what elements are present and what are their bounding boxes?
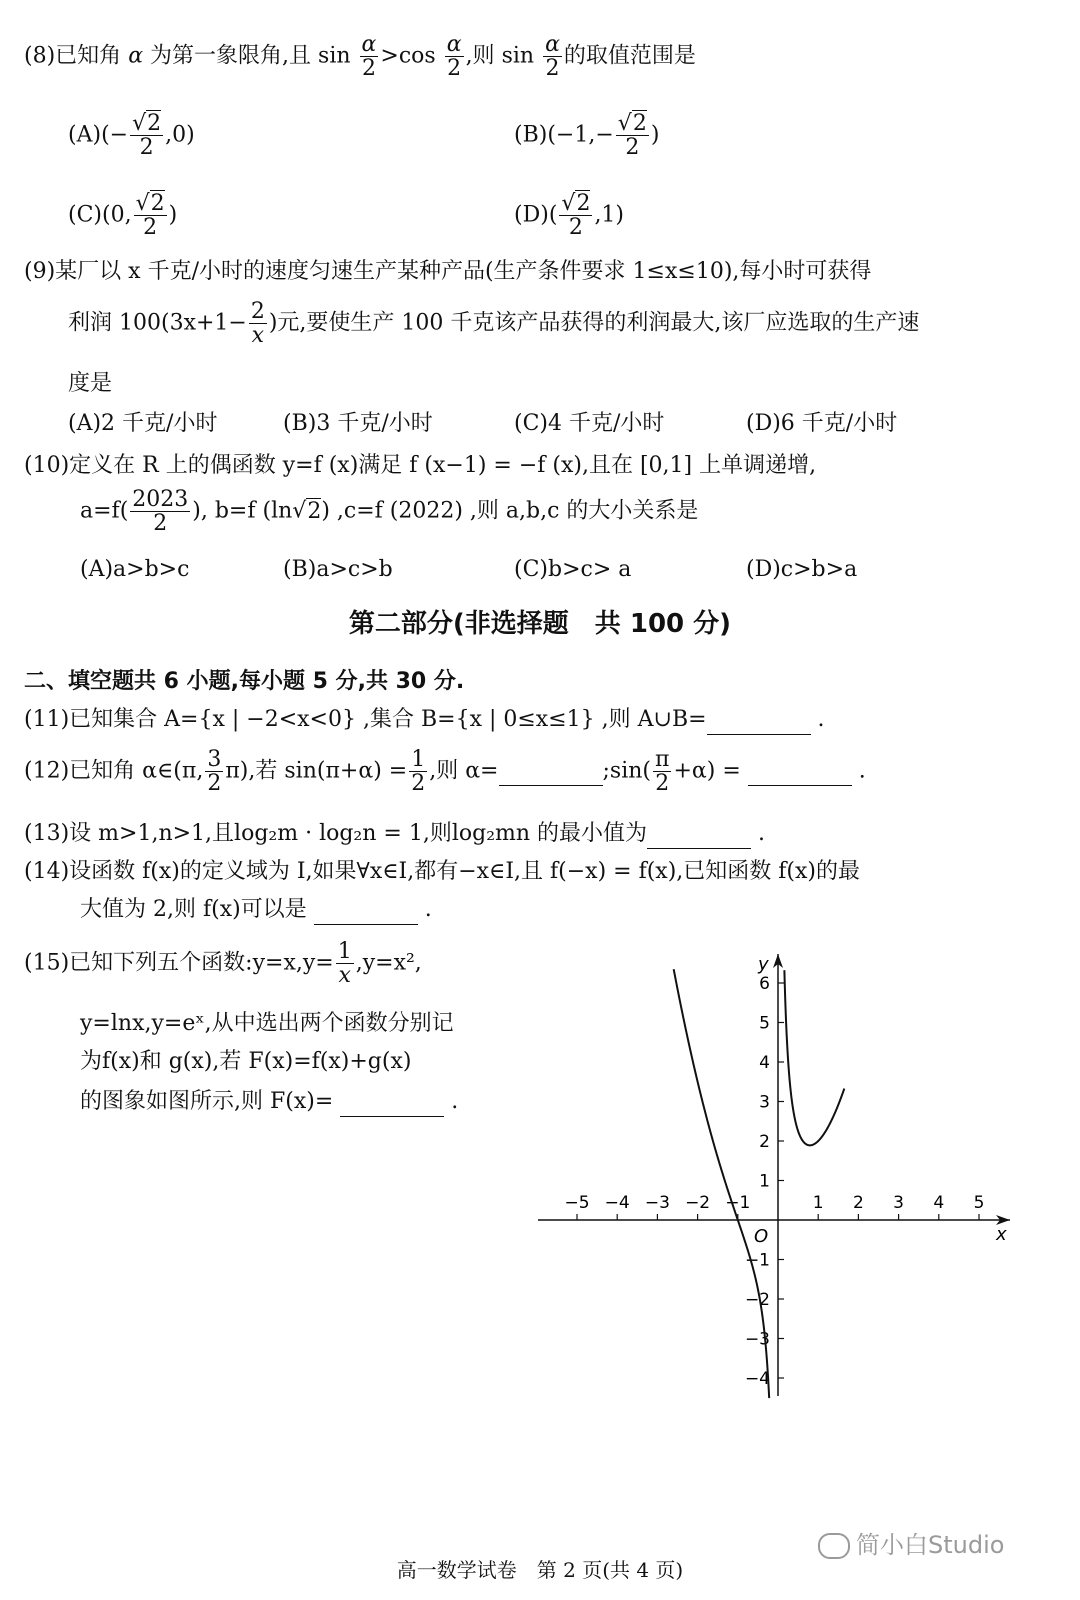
- fill-in-heading: 二、填空题共 6 小题,每小题 5 分,共 30 分.: [24, 669, 465, 694]
- fraction: $\frac{2023}{2}$: [132, 487, 189, 537]
- question-14-line-1: (14)设函数 f(x)的定义域为 I,如果∀x∈I,都有−x∈I,且 f(−x) = f(x),已知函数 f(x)的最: [24, 859, 861, 884]
- question-14-line-2: 大值为 2,则 f(x)可以是 .: [80, 896, 432, 925]
- option-8d: (D)( $\frac{√2}{2}$ ,1): [514, 191, 625, 241]
- fraction: $\frac{\alpha}{2}$: [545, 32, 560, 82]
- question-12: (12)已知角 α∈(π, $\frac{3}{2}$ π),若 sin(π+α) = $\frac{1}{2}$ ,则 α= ;sin( $\frac{\pi}{2}$ +α) = .: [24, 747, 866, 797]
- watermark: 简小白Studio: [818, 1530, 1004, 1560]
- option-9d: (D)6 千克/小时: [746, 411, 898, 436]
- answer-blank: [340, 1088, 444, 1117]
- option-8b: (B)(−1,− $\frac{√2}{2}$ ): [514, 111, 660, 161]
- option-8a: (A)(− $\frac{√2}{2}$ ,0): [68, 111, 195, 161]
- question-9-line-1: (9)某厂以 x 千克/小时的速度匀速生产某种产品(生产条件要求 1≤x≤10),每小时可获得: [24, 259, 872, 284]
- x-tick-label: 4: [933, 1193, 945, 1213]
- x-tick-label: −1: [725, 1193, 751, 1213]
- sin: sin: [501, 43, 535, 69]
- question-9-line-2: 利润 100(3x+1− $\frac{2}{x}$ )元,要使生产 100 千克该产品获得的利润最大,该厂应选取的生产速: [68, 299, 920, 349]
- x-tick-label: −3: [644, 1193, 670, 1213]
- wechat-icon: [818, 1533, 850, 1559]
- answer-blank: [314, 896, 418, 925]
- y-tick-label: 5: [759, 1013, 770, 1034]
- text: ,则: [465, 43, 495, 69]
- answer-blank: [647, 820, 751, 849]
- y-tick-label: 3: [759, 1092, 770, 1113]
- fraction: $\frac{2}{x}$: [250, 299, 265, 349]
- fraction: $\frac{\alpha}{2}$: [361, 32, 377, 82]
- option-10b: (B)a>c>b: [283, 557, 393, 582]
- page-footer: 高一数学试卷 第 2 页(共 4 页): [396, 1558, 684, 1582]
- question-15-line-2: y=lnx,y=eˣ,从中选出两个函数分别记: [80, 1011, 454, 1036]
- question-8: [24, 33, 696, 80]
- gt: >: [380, 43, 399, 69]
- option-9b: (B)3 千克/小时: [283, 411, 433, 436]
- option-10d: (D)c>b>a: [746, 557, 858, 582]
- x-tick-label: 2: [852, 1193, 864, 1213]
- question-10-line-2: a=f( $\frac{2023}{2}$ ), b=f (ln√2) ,c=f (2022) ,则 a,b,c 的大小关系是: [80, 487, 699, 537]
- option-8c: (C)(0, $\frac{√2}{2}$ ): [68, 191, 178, 241]
- question-10-line-1: (10)定义在 R 上的偶函数 y=f (x)满足 f (x−1) = −f (x),且在 [0,1] 上单调递增,: [24, 453, 817, 478]
- text: 已知角: [55, 43, 122, 69]
- option-9a: (A)2 千克/小时: [68, 411, 218, 436]
- sin: sin: [318, 43, 351, 69]
- y-tick-label: 2: [759, 1132, 770, 1152]
- answer-blank: [748, 758, 852, 787]
- option-10c: (C)b>c> a: [514, 557, 632, 582]
- y-tick-label: 1: [759, 1171, 770, 1192]
- origin-label: O: [754, 1226, 769, 1247]
- y-tick-label: −4: [744, 1369, 770, 1389]
- x-tick-label: −2: [685, 1193, 711, 1213]
- question-15-line-3: 为f(x)和 g(x),若 F(x)=f(x)+g(x): [80, 1049, 412, 1074]
- x-tick-label: 1: [812, 1193, 824, 1213]
- question-13: (13)设 m>1,n>1,且log₂m · log₂n = 1,则log₂mn 的最小值为 .: [24, 820, 765, 849]
- question-9-line-3: 度是: [68, 371, 113, 396]
- question-number: (8): [24, 43, 56, 69]
- answer-blank: [707, 706, 811, 735]
- x-axis-label: x: [996, 1224, 1007, 1245]
- y-tick-label: −3: [744, 1329, 770, 1350]
- y-tick-label: 4: [759, 1053, 770, 1073]
- answer-blank: [499, 758, 603, 787]
- y-tick-label: −2: [744, 1290, 770, 1310]
- alpha: α: [128, 43, 144, 69]
- y-tick-label: −1: [744, 1250, 770, 1271]
- x-tick-label: −4: [604, 1193, 630, 1213]
- x-tick-label: −5: [564, 1193, 590, 1213]
- option-9c: (C)4 千克/小时: [514, 411, 665, 436]
- function-graph: [530, 946, 1030, 1406]
- cos: cos: [398, 43, 436, 69]
- text: 为第一象限角,且: [150, 43, 312, 69]
- text: 的取值范围是: [563, 43, 696, 69]
- x-tick-label: 3: [893, 1193, 905, 1213]
- y-tick-label: 6: [759, 974, 770, 994]
- fraction: $\frac{\alpha}{2}$: [446, 32, 462, 82]
- section-2-heading: 第二部分(非选择题 共 100 分): [348, 609, 732, 639]
- y-axis-label: y: [758, 954, 769, 975]
- curve-right-branch: [784, 970, 844, 1145]
- option-10a: (A)a>b>c: [80, 557, 190, 582]
- question-15-line-1: (15)已知下列五个函数:y=x,y= $\frac{1}{x}$ ,y=x²,: [24, 939, 422, 989]
- question-15-line-4: 的图象如图所示,则 F(x)= .: [80, 1088, 458, 1117]
- x-tick-label: 5: [973, 1193, 985, 1213]
- question-11: (11)已知集合 A={x | −2<x<0} ,集合 B={x | 0≤x≤1} ,则 A∪B= .: [24, 706, 825, 735]
